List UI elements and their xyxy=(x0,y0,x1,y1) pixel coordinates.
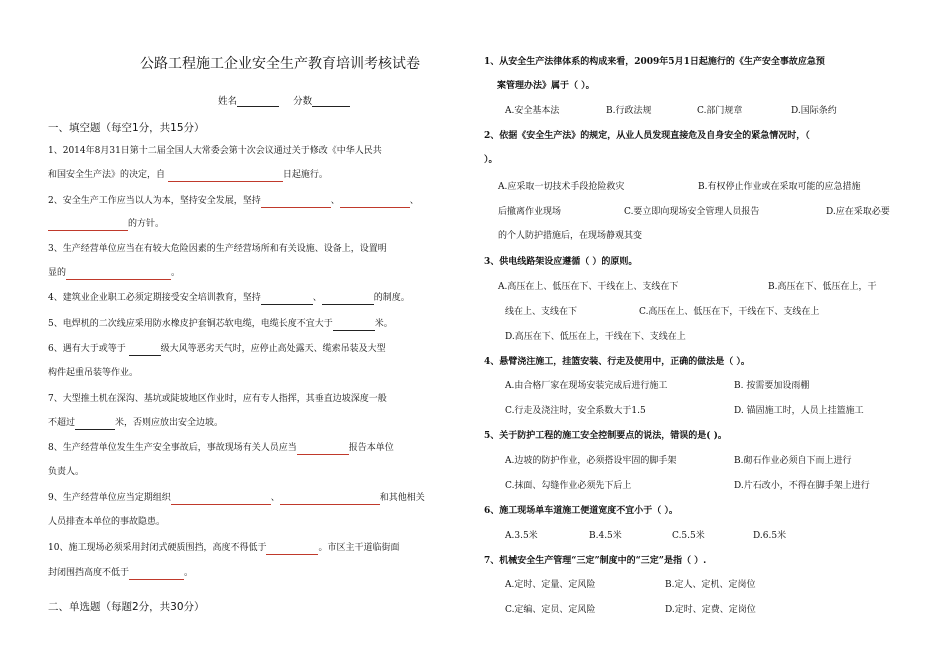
q5-line: 5、电焊机的二次线应采用防水橡皮护套铜芯软电缆，电缆长度不宜大于 米。 xyxy=(48,319,393,329)
q10-line1: 10、施工现场必须采用封闭式硬质围挡，高度不得低于 。市区主干道临街面 xyxy=(48,543,400,553)
q8-line1: 8、生产经营单位发生生产安全事故后，事故现场有关人员应当 报告本单位 xyxy=(48,443,394,453)
r-q2-opt-d[interactable]: D.应在采取必要 xyxy=(826,207,890,217)
q3-blank[interactable] xyxy=(66,269,171,280)
r-q3-opt-a[interactable]: A.高压在上、低压在下、干线在上、支线在下 xyxy=(498,282,679,292)
q8-line2: 负责人。 xyxy=(48,467,85,477)
q10-line2: 封闭围挡高度不低于 。 xyxy=(48,568,194,578)
r-q4-opt-c[interactable]: C.行走及浇注时，安全系数大于1.5 xyxy=(505,406,646,416)
name-score-line xyxy=(218,93,350,107)
q8-blank[interactable] xyxy=(297,444,349,455)
q7-line2: 不超过 米，否则应放出安全边坡。 xyxy=(48,418,224,428)
q6-line2: 构件起重吊装等作业。 xyxy=(48,368,139,378)
q6-line1: 6、遇有大于或等于 级大风等恶劣天气时，应停止高处露天、缆索吊装及大型 xyxy=(48,344,386,354)
r-q6-opt-a[interactable]: A.3.5米 xyxy=(505,531,538,541)
r-q5-opt-d[interactable]: D.片石改小，不得在脚手架上进行 xyxy=(734,481,870,491)
page-title: 公路工程施工企业安全生产教育培训考核试卷 xyxy=(140,56,420,72)
r-q3: 3、供电线路架设应遵循（ ）的原则。 xyxy=(484,257,638,267)
score-blank[interactable] xyxy=(312,96,350,107)
r-q5-opt-b[interactable]: B.砌石作业必须自下而上进行 xyxy=(734,456,852,466)
r-q6-opt-b[interactable]: B.4.5米 xyxy=(589,531,622,541)
r-q1-line2: 案管理办法》属于（ ）。 xyxy=(497,81,595,91)
score-label: 分数 xyxy=(293,96,313,107)
q6-blank[interactable] xyxy=(129,345,161,356)
q10-blank-2[interactable] xyxy=(129,569,184,580)
q9-line1: 9、生产经营单位应当定期组织 、 和其他相关 xyxy=(48,493,425,503)
q7-blank[interactable] xyxy=(75,419,115,430)
r-q7-opt-c[interactable]: C.定编、定员、定风险 xyxy=(505,605,596,615)
r-q5-opt-c[interactable]: C.抹面、勾缝作业必须先下后上 xyxy=(505,481,632,491)
q2-blank-2[interactable] xyxy=(340,197,410,208)
r-q7-opt-a[interactable]: A.定时、定量、定风险 xyxy=(505,580,596,590)
r-q4: 4、悬臂浇注施工，挂篮安装、行走及使用中，正确的做法是（ ）。 xyxy=(484,357,750,367)
r-q7-opt-b[interactable]: B.定人、定机、定岗位 xyxy=(665,580,756,590)
q1-blank[interactable] xyxy=(168,171,283,182)
r-q4-opt-b[interactable]: B. 按需要加设雨棚 xyxy=(734,381,810,391)
r-q1-line1: 1、从安全生产法律体系的构成来看，2009年5月1日起施行的《生产安全事故应急预 xyxy=(484,57,825,67)
r-q3-opt-b[interactable]: B.高压在下、低压在上，干 xyxy=(768,282,877,292)
r-q2-opt-c[interactable]: C.要立即向现场安全管理人员报告 xyxy=(624,207,760,217)
q3-line1: 3、生产经营单位应当在有较大危险因素的生产经营场所和有关设施、设备上，设置明 xyxy=(48,244,387,254)
q2-blank-3[interactable] xyxy=(48,220,128,231)
r-q3-opt-b-cont: 线在上、支线在下 xyxy=(505,307,578,317)
q2-line2: 的方针。 xyxy=(48,217,164,231)
name-blank[interactable] xyxy=(237,96,279,107)
r-q4-opt-a[interactable]: A.由合格厂家在现场安装完成后进行施工 xyxy=(505,381,668,391)
q5-blank[interactable] xyxy=(333,320,375,331)
q4-blank-2[interactable] xyxy=(322,294,374,305)
q2-line1: 2、安全生产工作应当以人为本，坚持安全发展，坚持 、 、 xyxy=(48,196,419,206)
r-q3-opt-c[interactable]: C.高压在上、低压在下，干线在下、支线在上 xyxy=(639,307,820,317)
r-q1-opt-c[interactable]: C.部门规章 xyxy=(697,106,743,116)
r-q2-opt-b-cont: 后撤离作业现场 xyxy=(498,207,562,217)
q3-line2: 显的 。 xyxy=(48,268,181,278)
r-q2-line2: ）。 xyxy=(484,155,498,165)
q4-line: 4、建筑业企业职工必须定期接受安全培训教育，坚持 、 的制度。 xyxy=(48,293,410,303)
q9-line2: 人员排查本单位的事故隐患。 xyxy=(48,517,166,527)
r-q1-opt-d[interactable]: D.国际条约 xyxy=(791,106,837,116)
section-fill-in: 一、填空题（每空1分，共15分） xyxy=(48,122,205,134)
r-q7: 7、机械安全生产管理“三定”制度中的“三定”是指（ ）. xyxy=(484,556,707,566)
r-q6: 6、施工现场单车道施工便道宽度不宜小于（ ）。 xyxy=(484,506,678,516)
r-q6-opt-d[interactable]: D.6.5米 xyxy=(753,531,787,541)
q7-line1: 7、大型推土机在深沟、基坑或陡坡地区作业时，应有专人指挥，其垂直边坡深度一般 xyxy=(48,394,387,404)
name-label: 姓名 xyxy=(218,96,238,107)
q1-line1: 1、2014年8月31日第十二届全国人大常委会第十次会议通过关于修改《中华人民共 xyxy=(48,146,382,156)
q4-blank-1[interactable] xyxy=(261,294,313,305)
r-q2-line1: 2、依据《安全生产法》的规定，从业人员发现直接危及自身安全的紧急情况时，（ xyxy=(484,131,810,141)
r-q4-opt-d[interactable]: D. 锚固施工时，人员上挂篮施工 xyxy=(734,406,864,416)
r-q5: 5、关于防护工程的施工安全控制要点的说法，错误的是( )。 xyxy=(484,431,727,441)
r-q5-opt-a[interactable]: A.边坡的防护作业，必须搭设牢固的脚手架 xyxy=(505,456,677,466)
q2-blank-1[interactable] xyxy=(261,197,331,208)
q9-blank-1[interactable] xyxy=(171,494,271,505)
r-q7-opt-d[interactable]: D.定时、定费、定岗位 xyxy=(665,605,756,615)
r-q2-opt-d-cont: 的个人防护措施后，在现场静观其变 xyxy=(498,231,643,241)
r-q6-opt-c[interactable]: C.5.5米 xyxy=(672,531,705,541)
q1-line2: 和国安全生产法》的决定，自 日起施行。 xyxy=(48,170,328,180)
r-q2-opt-a[interactable]: A.应采取一切技术手段抢险救灾 xyxy=(498,182,625,192)
q9-blank-2[interactable] xyxy=(280,494,380,505)
q10-blank-1[interactable] xyxy=(266,544,318,555)
r-q3-opt-d[interactable]: D.高压在下、低压在上，干线在下、支线在上 xyxy=(505,332,686,342)
r-q2-opt-b[interactable]: B.有权停止作业或在采取可能的应急措施 xyxy=(698,182,861,192)
r-q1-opt-a[interactable]: A.安全基本法 xyxy=(505,106,560,116)
section-single-choice: 二、单选题（每题2分，共30分） xyxy=(48,601,205,613)
r-q1-opt-b[interactable]: B.行政法规 xyxy=(606,106,652,116)
